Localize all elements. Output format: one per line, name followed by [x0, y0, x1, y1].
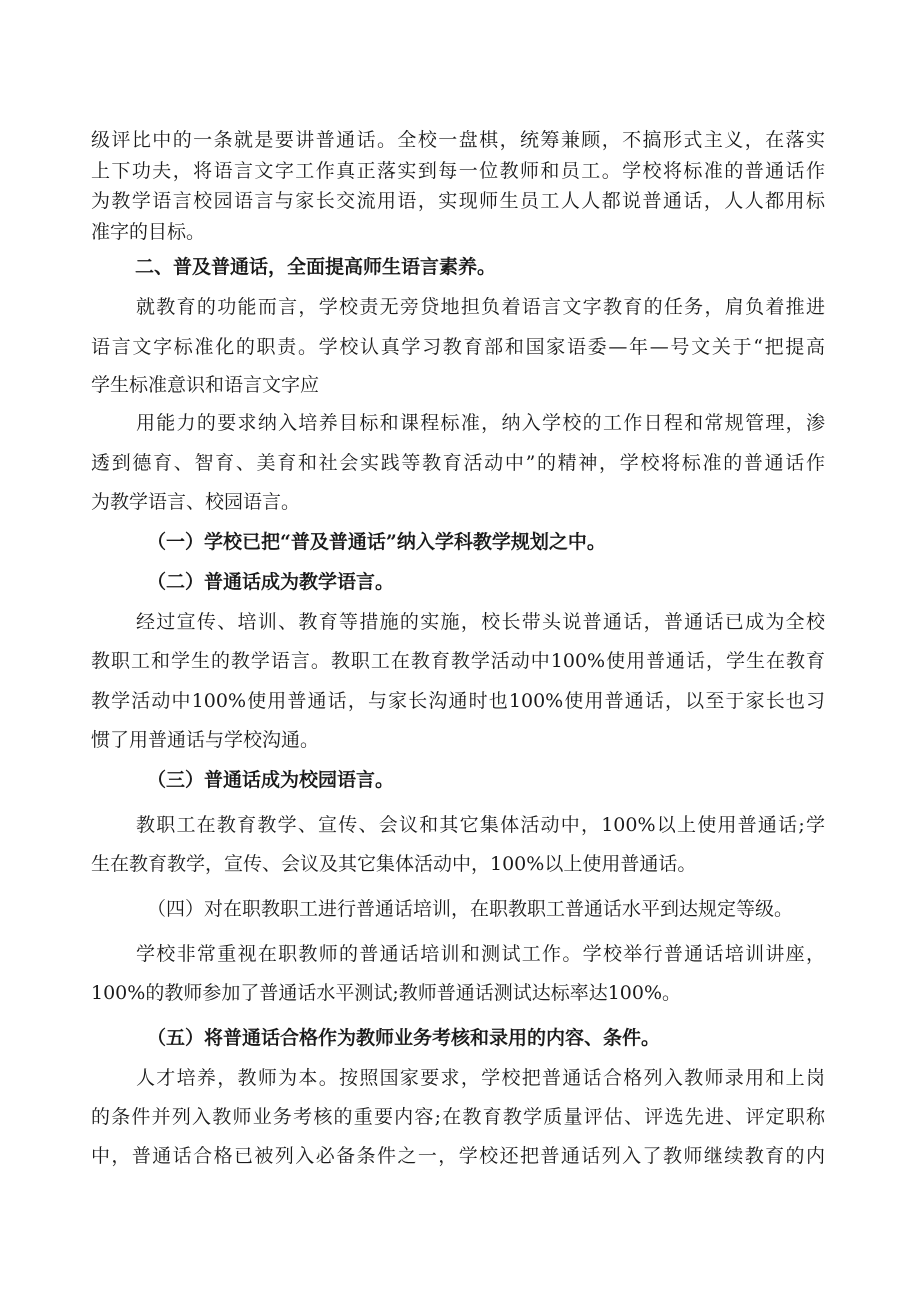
paragraph-line: 的条件并列入教师业务考核的重要内容;在教育教学质量评估、评选先进、评定职称 — [91, 1106, 825, 1128]
paragraph-line: 学校非常重视在职教师的普通话培训和测试工作。学校举行普通话培训讲座， — [136, 943, 825, 965]
subsection-heading: （四）对在职教职工进行普通话培训，在职教职工普通话水平到达规定等级。 — [147, 898, 794, 920]
paragraph-line: 透到德育、智育、美育和社会实践等教育活动中”的精神，学校将标准的普通话作 — [91, 452, 825, 474]
paragraph-line: 语言文字标准化的职责。学校认真学习教育部和国家语委—年—号文关于“把提高 — [91, 336, 825, 358]
paragraph-line: 教职工在教育教学、宣传、会议和其它集体活动中，100%以上使用普通话;学 — [136, 814, 825, 836]
paragraph-line: 100%的教师参加了普通话水平测试;教师普通话测试达标率达100%。 — [91, 982, 682, 1004]
subsection-heading: （一）学校已把“普及普通话”纳入学科教学规划之中。 — [147, 531, 606, 553]
subsection-heading: （三）普通话成为校园语言。 — [147, 769, 395, 791]
paragraph-line: 用能力的要求纳入培养目标和课程标准，纳入学校的工作日程和常规管理，渗 — [136, 412, 825, 434]
subsection-heading: （五）将普通话合格作为教师业务考核和录用的内容、条件。 — [147, 1027, 661, 1049]
paragraph-line: 学生标准意识和语言文字应 — [91, 374, 320, 396]
paragraph-line: 惯了用普通话与学校沟通。 — [91, 729, 320, 751]
paragraph-line: 生在教育教学，宣传、会议及其它集体活动中，100%以上使用普通话。 — [91, 853, 697, 875]
paragraph-line: 准字的目标。 — [91, 221, 206, 243]
subsection-heading: （二）普通话成为教学语言。 — [147, 571, 395, 593]
paragraph-line: 教职工和学生的教学语言。教职工在教育教学活动中100%使用普通话，学生在教育 — [91, 650, 825, 672]
paragraph-line: 级评比中的一条就是要讲普通话。全校一盘棋，统筹兼顾，不搞形式主义，在落实 — [91, 129, 825, 151]
paragraph-line: 为教学语言、校园语言。 — [91, 491, 301, 513]
paragraph-line: 上下功夫，将语言文字工作真正落实到每一位教师和员工。学校将标准的普通话作 — [91, 160, 825, 182]
paragraph-line: 教学活动中100%使用普通话，与家长沟通时也100%使用普通话，以至于家长也习 — [91, 690, 825, 712]
paragraph-line: 中，普通话合格已被列入必备条件之一，学校还把普通话列入了教师继续教育的内 — [91, 1145, 825, 1167]
paragraph-line: 人才培养，教师为本。按照国家要求，学校把普通话合格列入教师录用和上岗 — [136, 1067, 825, 1089]
section-heading: 二、普及普通话，全面提高师生语言素养。 — [135, 256, 497, 278]
paragraph-line: 就教育的功能而言，学校责无旁贷地担负着语言文字教育的任务，肩负着推进 — [136, 296, 825, 318]
paragraph-line: 经过宣传、培训、教育等措施的实施，校长带头说普通话，普通话已成为全校 — [136, 611, 825, 633]
paragraph-line: 为教学语言校园语言与家长交流用语，实现师生员工人人都说普通话，人人都用标 — [91, 190, 825, 212]
